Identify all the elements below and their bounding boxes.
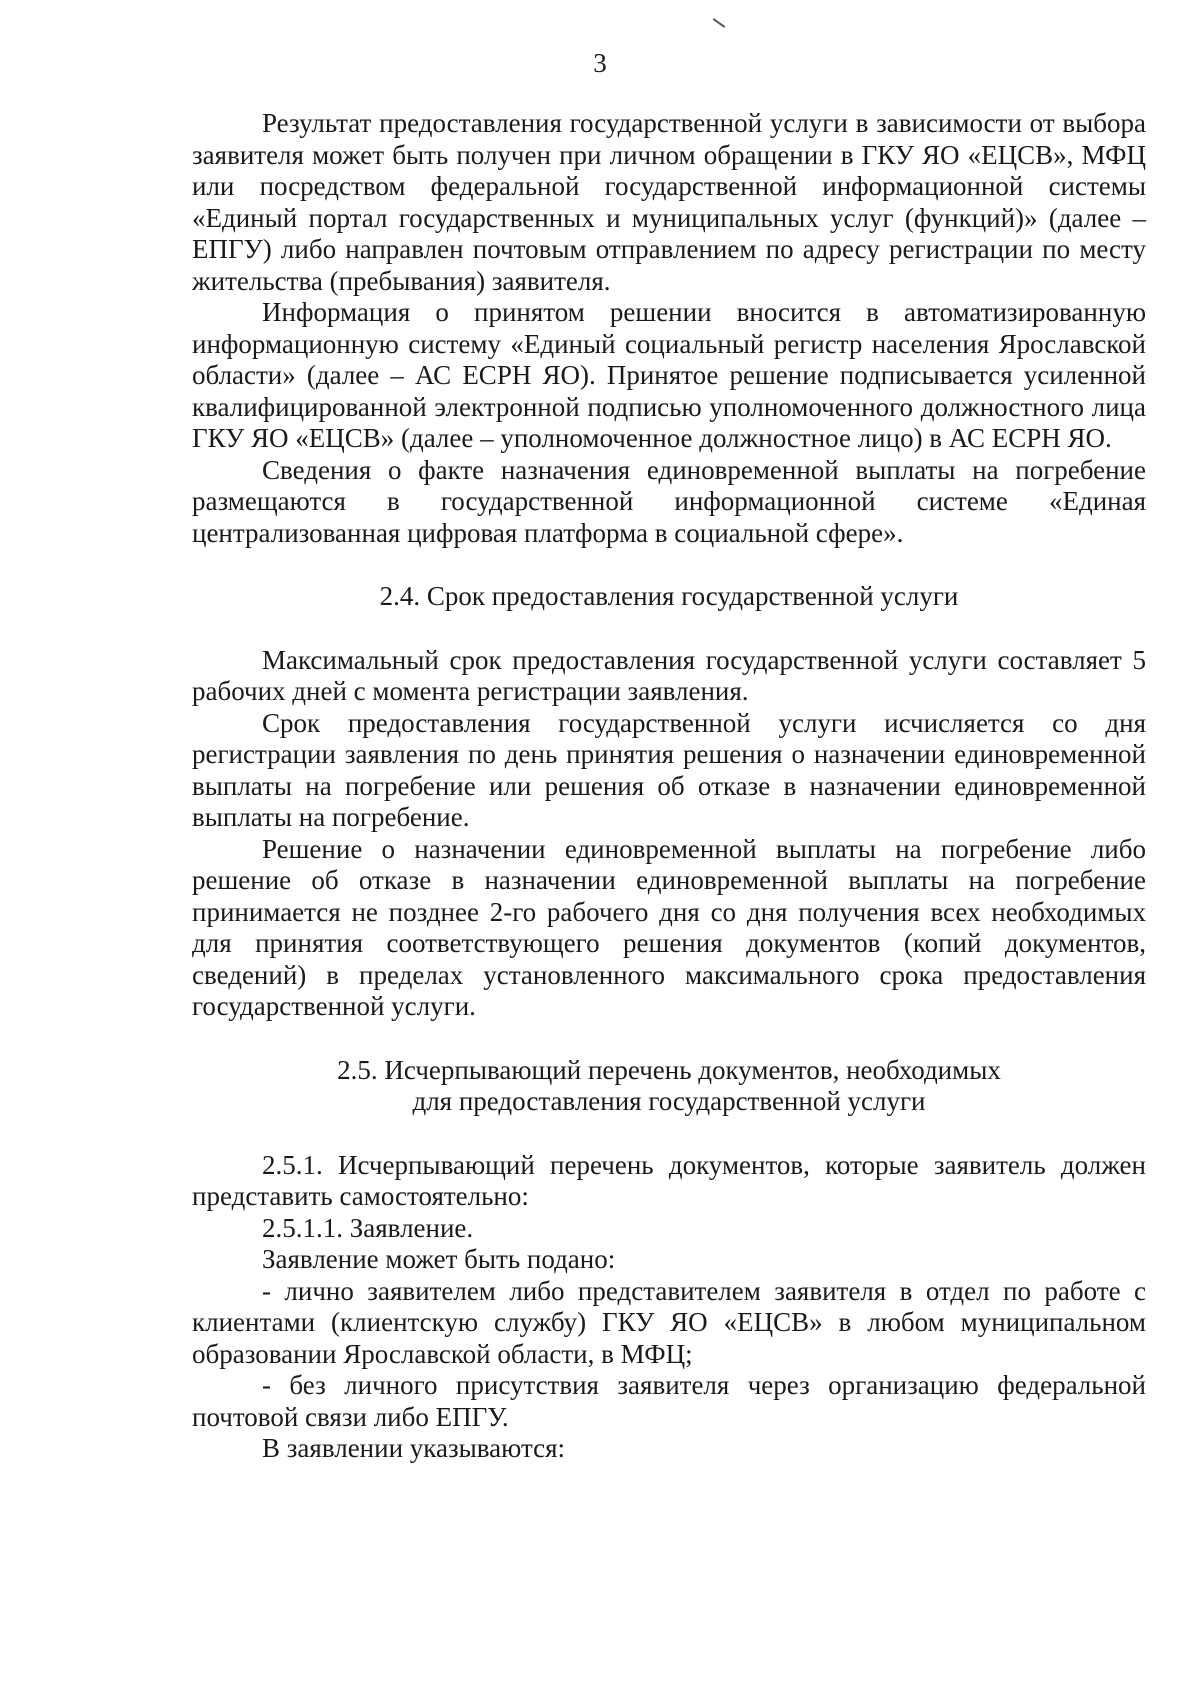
- paragraph-application-submission: Заявление может быть подано:: [262, 1244, 616, 1274]
- scan-artifact-mark: [713, 18, 726, 28]
- document-body: [192, 108, 1146, 1465]
- paragraph-2-5-1: 2.5.1. Исчерпывающий перечень документов, которые заявитель должен представить самостоятельно:: [192, 1149, 1146, 1211]
- list-item-remote: - без личного присутствия заявителя через организацию федеральной почтовой связи либо ЕПГУ.: [192, 1370, 1146, 1432]
- list-item-in-person: - лично заявителем либо представителем заявителя в отдел по работе с клиентами (клиентскую службу) ГКУ ЯО «ЕЦСВ» в любом муниципальном образовании Ярославской области, в МФЦ;: [192, 1275, 1146, 1369]
- paragraph-max-term: Максимальный срок предоставления государственной услуги составляет 5 рабочих дней с момента регистрации заявления.: [192, 644, 1146, 706]
- section-heading-2-5-line2: для предоставления государственной услуги: [412, 1086, 926, 1116]
- section-heading-2-4: 2.4. Срок предоставления государственной услуги: [379, 581, 959, 611]
- paragraph-2-5-1-1: 2.5.1.1. Заявление.: [262, 1212, 474, 1243]
- page-number: 3: [593, 48, 607, 78]
- paragraph-decision-deadline: Решение о назначении единовременной выплаты на погребение либо решение об отказе в назначении единовременной выплаты на погребение принимается не позднее 2-го рабочего дня со дня получения всех необходимых для принятия соответствующего решения документов (копий документов, сведений) в пределах установленного максимального срока предоставления государственной услуги.: [192, 833, 1146, 1021]
- paragraph-application-contents: В заявлении указываются:: [262, 1433, 565, 1463]
- paragraph-payment-info: Сведения о факте назначения единовременной выплаты на погребение размещаются в государственной информационной системе «Единая централизованная цифровая платформа в социальной сфере».: [192, 454, 1146, 548]
- paragraph-term-calculation: Срок предоставления государственной услуги исчисляется со дня регистрации заявления по день принятия решения о назначении единовременной выплаты на погребение или решения об отказе в назначении единовременной выплаты на погребение.: [192, 707, 1146, 832]
- section-heading-2-5-line1: 2.5. Исчерпывающий перечень документов, необходимых: [337, 1054, 1001, 1085]
- paragraph-decision-info: Информация о принятом решении вносится в автоматизированную информационную систему «Единый социальный регистр населения Ярославской области» (далее – АС ЕСРН ЯО). Принятое решение подписывается усиленной квалифицированной электронной подписью уполномоченного должностного лица ГКУ ЯО «ЕЦСВ» (далее – уполномоченное должностное лицо) в АС ЕСРН ЯО.: [192, 297, 1146, 453]
- paragraph-result: Результат предоставления государственной услуги в зависимости от выбора заявителя может быть получен при личном обращении в ГКУ ЯО «ЕЦСВ», МФЦ или посредством федеральной государственной информационной системы «Единый портал государственных и муниципальных услуг (функций)» (далее – ЕПГУ) либо направлен почтовым отправлением по адресу регистрации по месту жительства (пребывания) заявителя.: [192, 108, 1146, 296]
